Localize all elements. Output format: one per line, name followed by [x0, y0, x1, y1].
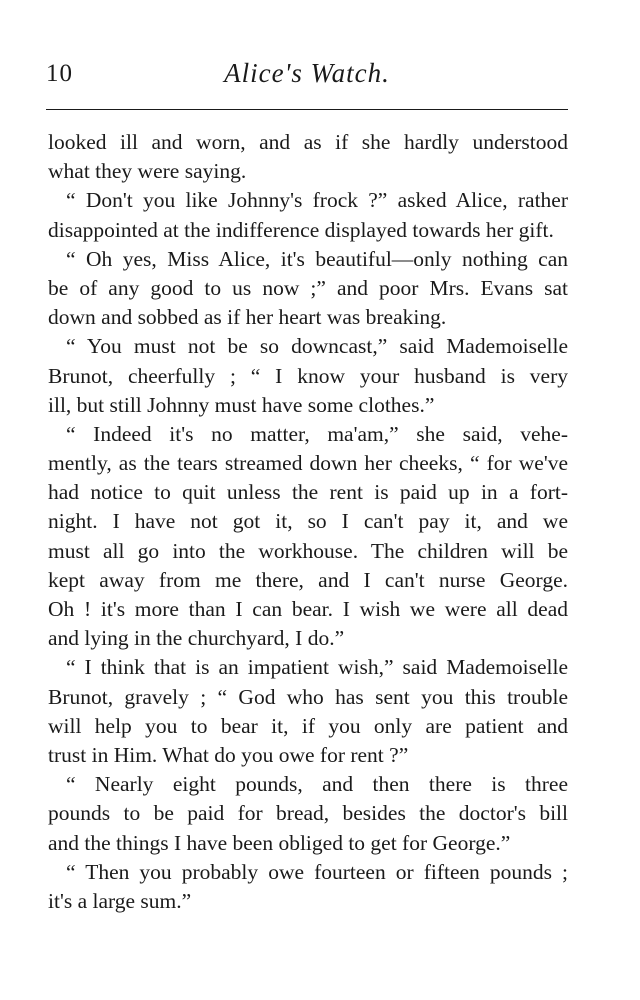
text-line: “ Don't you like Johnny's frock ?” asked Alice, rather	[66, 188, 568, 213]
text-line: what they were saying.	[48, 159, 247, 184]
text-line: Brunot, cheerfully ; “ I know your husband is very	[48, 363, 568, 388]
text-line: pounds to be paid for bread, besides the doctor's bill	[48, 801, 568, 826]
page-number: 10	[46, 60, 73, 87]
text-line: down and sobbed as if her heart was breaking.	[48, 305, 447, 330]
text-line: mently, as the tears streamed down her cheeks, “ for we've	[48, 451, 568, 476]
text-line: trust in Him. What do you owe for rent ?”	[48, 742, 409, 767]
text-line: “ Nearly eight pounds, and then there is three	[66, 772, 568, 797]
text-line: Brunot, gravely ; “ God who has sent you this trouble	[48, 684, 568, 709]
text-line: Oh ! it's more than I can bear. I wish we were all dead	[48, 597, 568, 621]
text-line: “ Oh yes, Miss Alice, it's beautiful—only nothing can	[66, 246, 568, 271]
text-line: and the things I have been obliged to get for George.”	[48, 830, 511, 855]
page-header	[46, 58, 568, 94]
text-line: looked ill and worn, and as if she hardly understood	[48, 130, 568, 154]
running-title: Alice's Watch.	[224, 58, 390, 88]
body-text	[48, 128, 568, 916]
text-line: will help you to bear it, if you only are patient and	[48, 713, 568, 738]
text-line: “ Indeed it's no matter, ma'am,” she said, vehe-	[66, 421, 568, 446]
text-line: night. I have not got it, so I can't pay it, and we	[48, 509, 568, 534]
header-rule	[46, 109, 568, 110]
text-line: had notice to quit unless the rent is paid up in a fort-	[48, 480, 568, 505]
text-line: kept away from me there, and I can't nurse George.	[48, 567, 568, 592]
text-line: “ Then you probably owe fourteen or fifteen pounds ;	[66, 859, 568, 884]
text-line: be of any good to us now ;” and poor Mrs. Evans sat	[48, 275, 568, 300]
text-line: “ You must not be so downcast,” said Mademoiselle	[66, 334, 568, 359]
text-line: ill, but still Johnny must have some clothes.”	[48, 392, 435, 417]
text-line: “ I think that is an impatient wish,” said Mademoiselle	[66, 655, 568, 680]
text-line: must all go into the workhouse. The children will be	[48, 538, 568, 563]
text-line: it's a large sum.”	[48, 888, 192, 913]
text-line: disappointed at the indifference displayed towards her gift.	[48, 217, 554, 242]
text-line: and lying in the churchyard, I do.”	[48, 626, 345, 651]
